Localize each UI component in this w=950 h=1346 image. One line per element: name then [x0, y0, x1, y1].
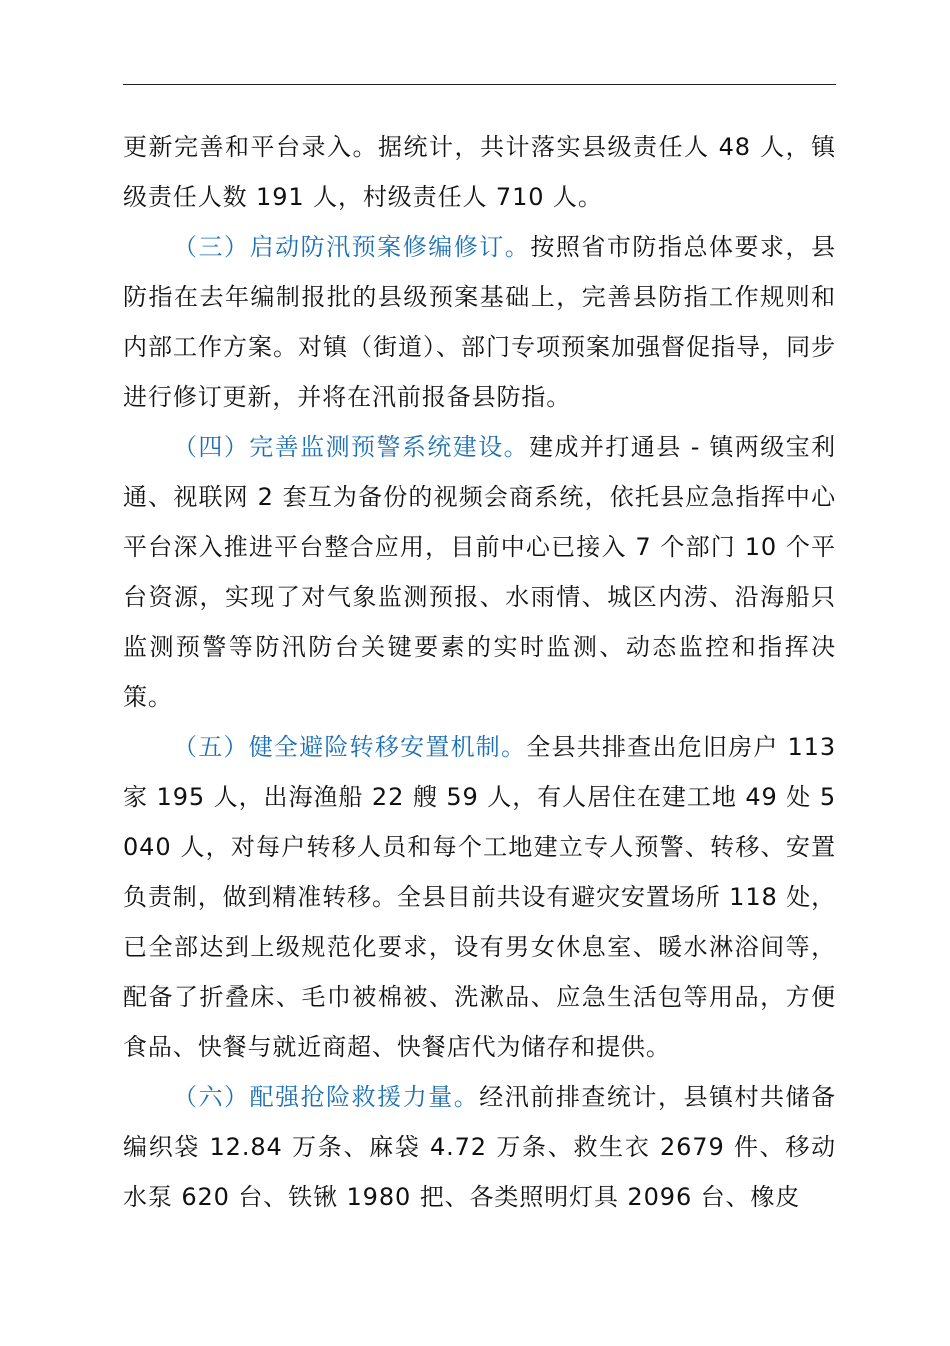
section-heading: （六）配强抢险救援力量。	[173, 1083, 480, 1111]
paragraph-section-5	[123, 722, 836, 1072]
paragraph-responsibility-summary	[123, 122, 836, 222]
paragraph-text: 更新完善和平台录入。据统计，共计落实县级责任人 48 人，镇级责任人数 191 人，村级责任人 710 人。	[123, 133, 836, 211]
document-body	[123, 122, 836, 1222]
section-heading: （四）完善监测预警系统建设。	[173, 433, 530, 461]
paragraph-section-3	[123, 222, 836, 422]
section-heading: （三）启动防汛预案修编修订。	[173, 233, 531, 261]
paragraph-text: 全县共排查出危旧房户 113 家 195 人，出海渔船 22 艘 59 人，有人居住在建工地 49 处 5040 人，对每户转移人员和每个工地建立专人预警、转移、安置负责制，做到精准转移。全县目前共设有避灾安置场所 118 处，已全部达到上级规范化要求，设有男女休息室、暖水淋浴间等，配备了折叠床、毛巾被棉被、洗漱品、应急生活包等用品，方便食品、快餐与就近商超、快餐店代为储存和提供。	[123, 733, 836, 1061]
paragraph-text: 按照省市防指总体要求，县防指在去年编制报批的县级预案基础上，完善县防指工作规则和内部工作方案。对镇（街道）、部门专项预案加强督促指导，同步进行修订更新，并将在汛前报备县防指。	[123, 233, 836, 411]
paragraph-text: 建成并打通县 - 镇两级宝利通、视联网 2 套互为备份的视频会商系统，依托县应急指挥中心平台深入推进平台整合应用，目前中心已接入 7 个部门 10 个平台资源，实现了对气象监测预报、水雨情、城区内涝、沿海船只监测预警等防汛防台关键要素的实时监测、动态监控和指挥决策。	[123, 433, 836, 711]
paragraph-section-4	[123, 422, 836, 722]
paragraph-section-6	[123, 1072, 836, 1222]
paragraph-text: 经汛前排查统计，县镇村共储备编织袋 12.84 万条、麻袋 4.72 万条、救生衣 2679 件、移动水泵 620 台、铁锹 1980 把、各类照明灯具 2096 台、橡皮	[123, 1083, 836, 1211]
header-rule	[123, 84, 836, 85]
section-heading: （五）健全避险转移安置机制。	[173, 733, 527, 761]
